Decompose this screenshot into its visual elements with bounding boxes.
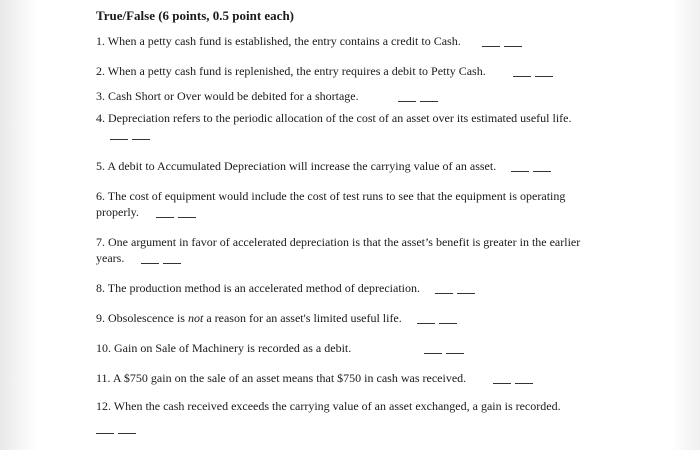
answer-blank[interactable] xyxy=(110,127,150,140)
answer-blank[interactable] xyxy=(424,341,464,354)
answer-blank[interactable] xyxy=(482,34,522,47)
question-7 xyxy=(96,235,596,265)
answer-blank[interactable] xyxy=(435,281,475,294)
question-number: 6. xyxy=(96,189,105,203)
answer-blank[interactable] xyxy=(417,311,457,324)
question-text-before: Obsolescence is xyxy=(108,311,185,325)
question-text: A $750 gain on the sale of an asset means that $750 in cash was received. xyxy=(112,371,467,385)
answer-blank[interactable] xyxy=(511,159,551,172)
question-2 xyxy=(96,62,596,78)
question-text: Depreciation refers to the periodic allocation of the cost of an asset over its estimated useful life. xyxy=(108,111,572,125)
question-number: 1. xyxy=(96,34,105,48)
question-3 xyxy=(96,87,596,103)
question-5 xyxy=(96,157,596,173)
question-text-after: a reason for an asset's limited useful life. xyxy=(206,311,402,325)
question-12 xyxy=(96,399,616,435)
answer-blank[interactable] xyxy=(493,371,533,384)
question-text: When a petty cash fund is established, the entry contains a credit to Cash. xyxy=(107,34,461,48)
question-number: 9. xyxy=(96,311,105,325)
answer-blank[interactable] xyxy=(156,205,196,218)
question-8 xyxy=(96,279,596,295)
question-10 xyxy=(96,339,596,355)
question-number: 11. xyxy=(96,371,111,385)
question-4 xyxy=(96,111,596,141)
answer-blank[interactable] xyxy=(141,251,181,264)
section-title: True/False (6 points, 0.5 point each) xyxy=(96,8,295,23)
question-text: One argument in favor of accelerated depreciation is that the asset’s benefit is greater in the earlier years. xyxy=(96,235,581,265)
question-text: Cash Short or Over would be debited for a shortage. xyxy=(108,89,359,103)
answer-blank[interactable] xyxy=(398,89,438,102)
question-text: The cost of equipment would include the cost of test runs to see that the equipment is operating properly. xyxy=(96,189,566,219)
question-number: 7. xyxy=(96,235,105,249)
question-1 xyxy=(96,32,596,48)
question-text: A debit to Accumulated Depreciation will increase the carrying value of an asset. xyxy=(107,159,497,173)
question-9 xyxy=(96,309,596,325)
question-emphasis: not xyxy=(187,311,204,325)
question-number: 12. xyxy=(96,399,111,413)
question-number: 2. xyxy=(96,64,105,78)
question-text: When the cash received exceeds the carrying value of an asset exchanged, a gain is recorded. xyxy=(113,399,561,413)
question-6 xyxy=(96,189,566,219)
question-text: Gain on Sale of Machinery is recorded as a debit. xyxy=(114,341,352,355)
answer-blank[interactable] xyxy=(513,64,553,77)
question-text: When a petty cash fund is replenished, the entry requires a debit to Petty Cash. xyxy=(107,64,486,78)
question-11 xyxy=(96,369,596,385)
question-number: 8. xyxy=(96,281,105,295)
question-number: 10. xyxy=(96,341,111,355)
question-number: 3. xyxy=(96,89,105,103)
question-number: 5. xyxy=(96,159,105,173)
question-number: 4. xyxy=(96,111,105,125)
answer-blank[interactable] xyxy=(96,421,136,434)
question-text: The production method is an accelerated method of depreciation. xyxy=(107,281,421,295)
